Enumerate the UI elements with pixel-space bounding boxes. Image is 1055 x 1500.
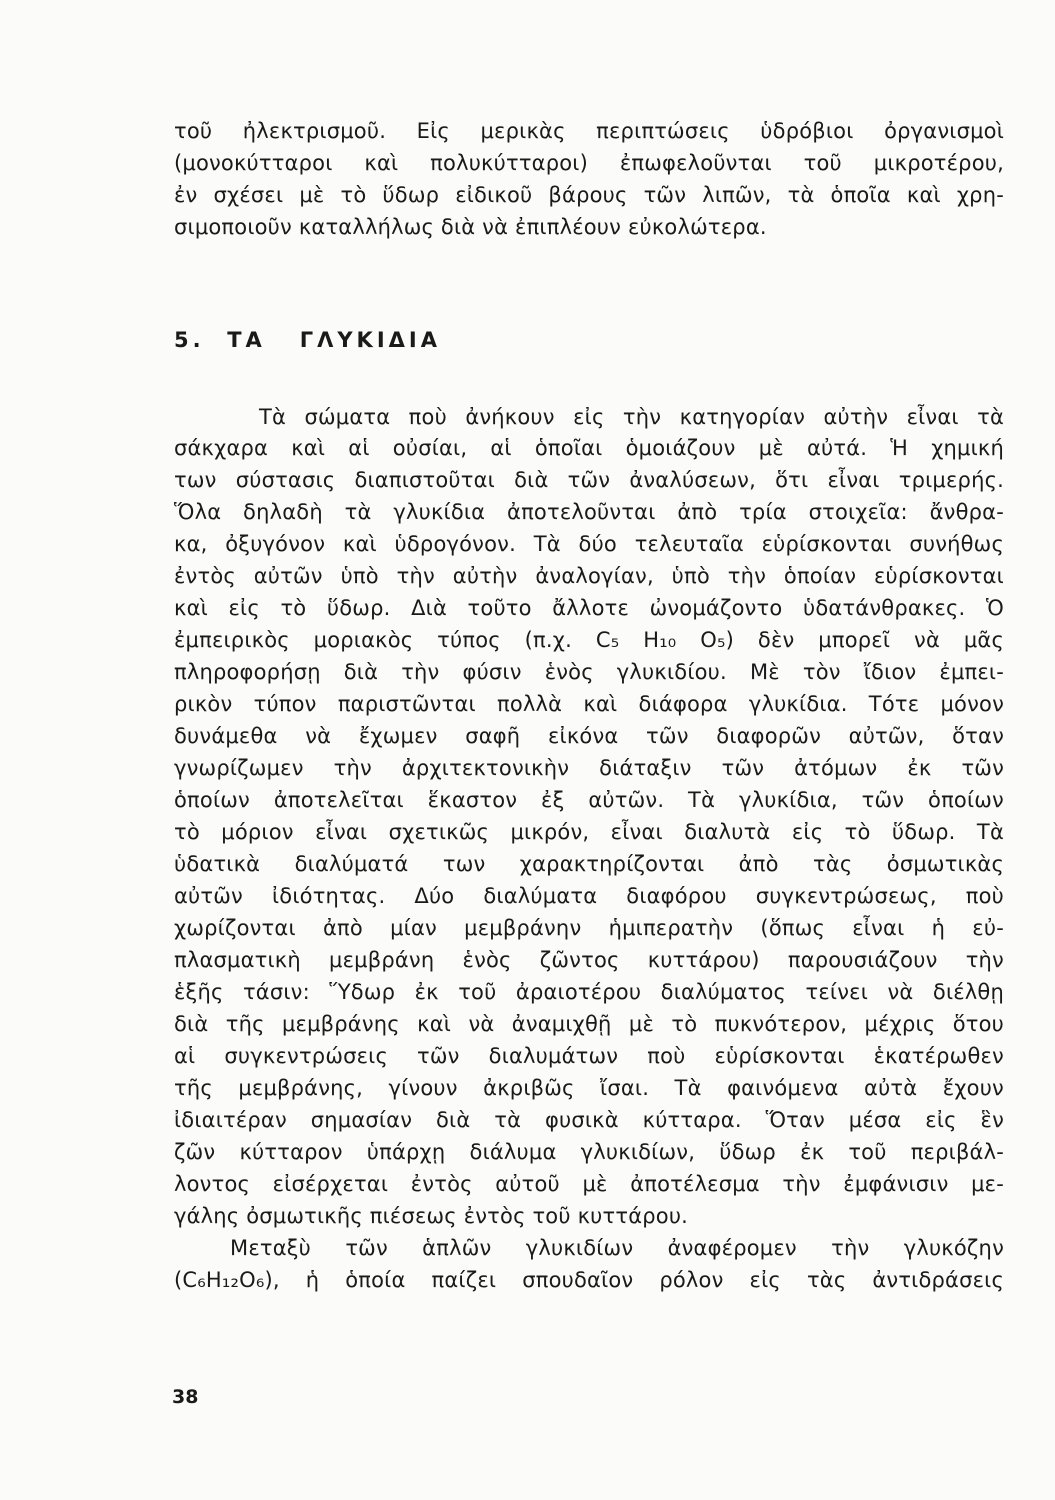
body-line-4: Ὅλα δηλαδὴ τὰ γλυκίδια ἀποτελοῦνται ἀπὸ τρία στοιχεῖα: ἄνθρα- [174, 500, 1004, 524]
body-line-28: (C₆H₁₂O₆), ἡ ὁποία παίζει σπουδαῖον ρόλον εἰς τὰς ἀντιδράσεις [174, 1268, 1004, 1292]
body-line-3: των σύστασις διαπιστοῦται διὰ τῶν ἀναλύσεων, ὅτι εἶναι τριμερής. [174, 468, 1004, 492]
body-line-1: Τὰ σώματα ποὺ ἀνήκουν εἰς τὴν κατηγορίαν αὐτὴν εἶναι τὰ [259, 405, 1004, 429]
intro-line-1: τοῦ ἠλεκτρισμοῦ. Εἰς μερικὰς περιπτώσεις ὑδρόβιοι ὀργανισμοὶ [174, 119, 1004, 143]
body-line-5: κα, ὀξυγόνον καὶ ὑδρογόνον. Τὰ δύο τελευταῖα εὑρίσκονται συνήθως [174, 532, 1004, 556]
body-line-11: δυνάμεθα νὰ ἔχωμεν σαφῆ εἰκόνα τῶν διαφορῶν αὐτῶν, ὅταν [174, 724, 1004, 748]
intro-line-4: σιμοποιοῦν καταλλήλως διὰ νὰ ἐπιπλέουν εὐκολώτερα. [174, 215, 767, 239]
body-line-15: ὑδατικὰ διαλύματά των χαρακτηρίζονται ἀπὸ τὰς ὀσμωτικὰς [174, 852, 1004, 876]
body-line-12: γνωρίζωμεν τὴν ἀρχιτεκτονικὴν διάταξιν τῶν ἀτόμων ἐκ τῶν [174, 756, 1004, 780]
intro-line-3: ἐν σχέσει μὲ τὸ ὕδωρ εἰδικοῦ βάρους τῶν λιπῶν, τὰ ὁποῖα καὶ χρη- [174, 183, 1004, 207]
body-line-26: γάλης ὀσμωτικῆς πιέσεως ἐντὸς τοῦ κυττάρου. [174, 1204, 689, 1228]
body-line-22: τῆς μεμβράνης, γίνουν ἀκριβῶς ἴσαι. Τὰ φαινόμενα αὐτὰ ἔχουν [174, 1076, 1004, 1100]
page-number: 38 [172, 1386, 199, 1408]
body-line-27: Μεταξὺ τῶν ἁπλῶν γλυκιδίων ἀναφέρομεν τὴν γλυκόζην [230, 1236, 1004, 1260]
section-heading: 5. ΤΑ ΓΛΥΚΙΔΙΑ [174, 328, 441, 352]
body-line-23: ἰδιαιτέραν σημασίαν διὰ τὰ φυσικὰ κύτταρα. Ὅταν μέσα εἰς ἓν [174, 1108, 1004, 1132]
body-line-18: πλασματικὴ μεμβράνη ἑνὸς ζῶντος κυττάρου) παρουσιάζουν τὴν [174, 948, 1004, 972]
intro-line-2: (μονοκύτταροι καὶ πολυκύτταροι) ἐπωφελοῦνται τοῦ μικροτέρου, [174, 151, 1004, 175]
body-line-8: ἐμπειρικὸς μοριακὸς τύπος (π.χ. C₅ H₁₀ O₅) δὲν μπορεῖ νὰ μᾶς [174, 628, 1004, 652]
body-line-19: ἑξῆς τάσιν: Ὕδωρ ἐκ τοῦ ἀραιοτέρου διαλύματος τείνει νὰ διέλθῃ [174, 980, 1004, 1004]
body-line-2: σάκχαρα καὶ αἱ οὐσίαι, αἱ ὁποῖαι ὁμοιάζουν μὲ αὐτά. Ἡ χημική [174, 436, 1004, 460]
body-line-14: τὸ μόριον εἶναι σχετικῶς μικρόν, εἶναι διαλυτὰ εἰς τὸ ὕδωρ. Τὰ [174, 820, 1004, 844]
body-line-6: ἐντὸς αὐτῶν ὑπὸ τὴν αὐτὴν ἀναλογίαν, ὑπὸ τὴν ὁποίαν εὑρίσκονται [174, 564, 1004, 588]
body-line-7: καὶ εἰς τὸ ὕδωρ. Διὰ τοῦτο ἄλλοτε ὠνομάζοντο ὑδατάνθρακες. Ὁ [174, 596, 1004, 620]
body-line-17: χωρίζονται ἀπὸ μίαν μεμβράνην ἡμιπερατὴν (ὅπως εἶναι ἡ εὐ- [174, 916, 1004, 940]
body-line-10: ρικὸν τύπον παριστῶνται πολλὰ καὶ διάφορα γλυκίδια. Τότε μόνον [174, 692, 1004, 716]
body-line-21: αἱ συγκεντρώσεις τῶν διαλυμάτων ποὺ εὑρίσκονται ἑκατέρωθεν [174, 1044, 1004, 1068]
body-line-13: ὁποίων ἀποτελεῖται ἕκαστον ἐξ αὐτῶν. Τὰ γλυκίδια, τῶν ὁποίων [174, 788, 1004, 812]
body-line-9: πληροφορήσῃ διὰ τὴν φύσιν ἑνὸς γλυκιδίου. Μὲ τὸν ἴδιον ἐμπει- [174, 660, 1004, 684]
body-line-16: αὐτῶν ἰδιότητας. Δύο διαλύματα διαφόρου συγκεντρώσεως, ποὺ [174, 884, 1004, 908]
body-line-24: ζῶν κύτταρον ὑπάρχῃ διάλυμα γλυκιδίων, ὕδωρ ἐκ τοῦ περιβάλ- [174, 1140, 1004, 1164]
body-line-20: διὰ τῆς μεμβράνης καὶ νὰ ἀναμιχθῇ μὲ τὸ πυκνότερον, μέχρις ὅτου [174, 1012, 1004, 1036]
body-line-25: λοντος εἰσέρχεται ἐντὸς αὐτοῦ μὲ ἀποτέλεσμα τὴν ἐμφάνισιν με- [174, 1172, 1004, 1196]
